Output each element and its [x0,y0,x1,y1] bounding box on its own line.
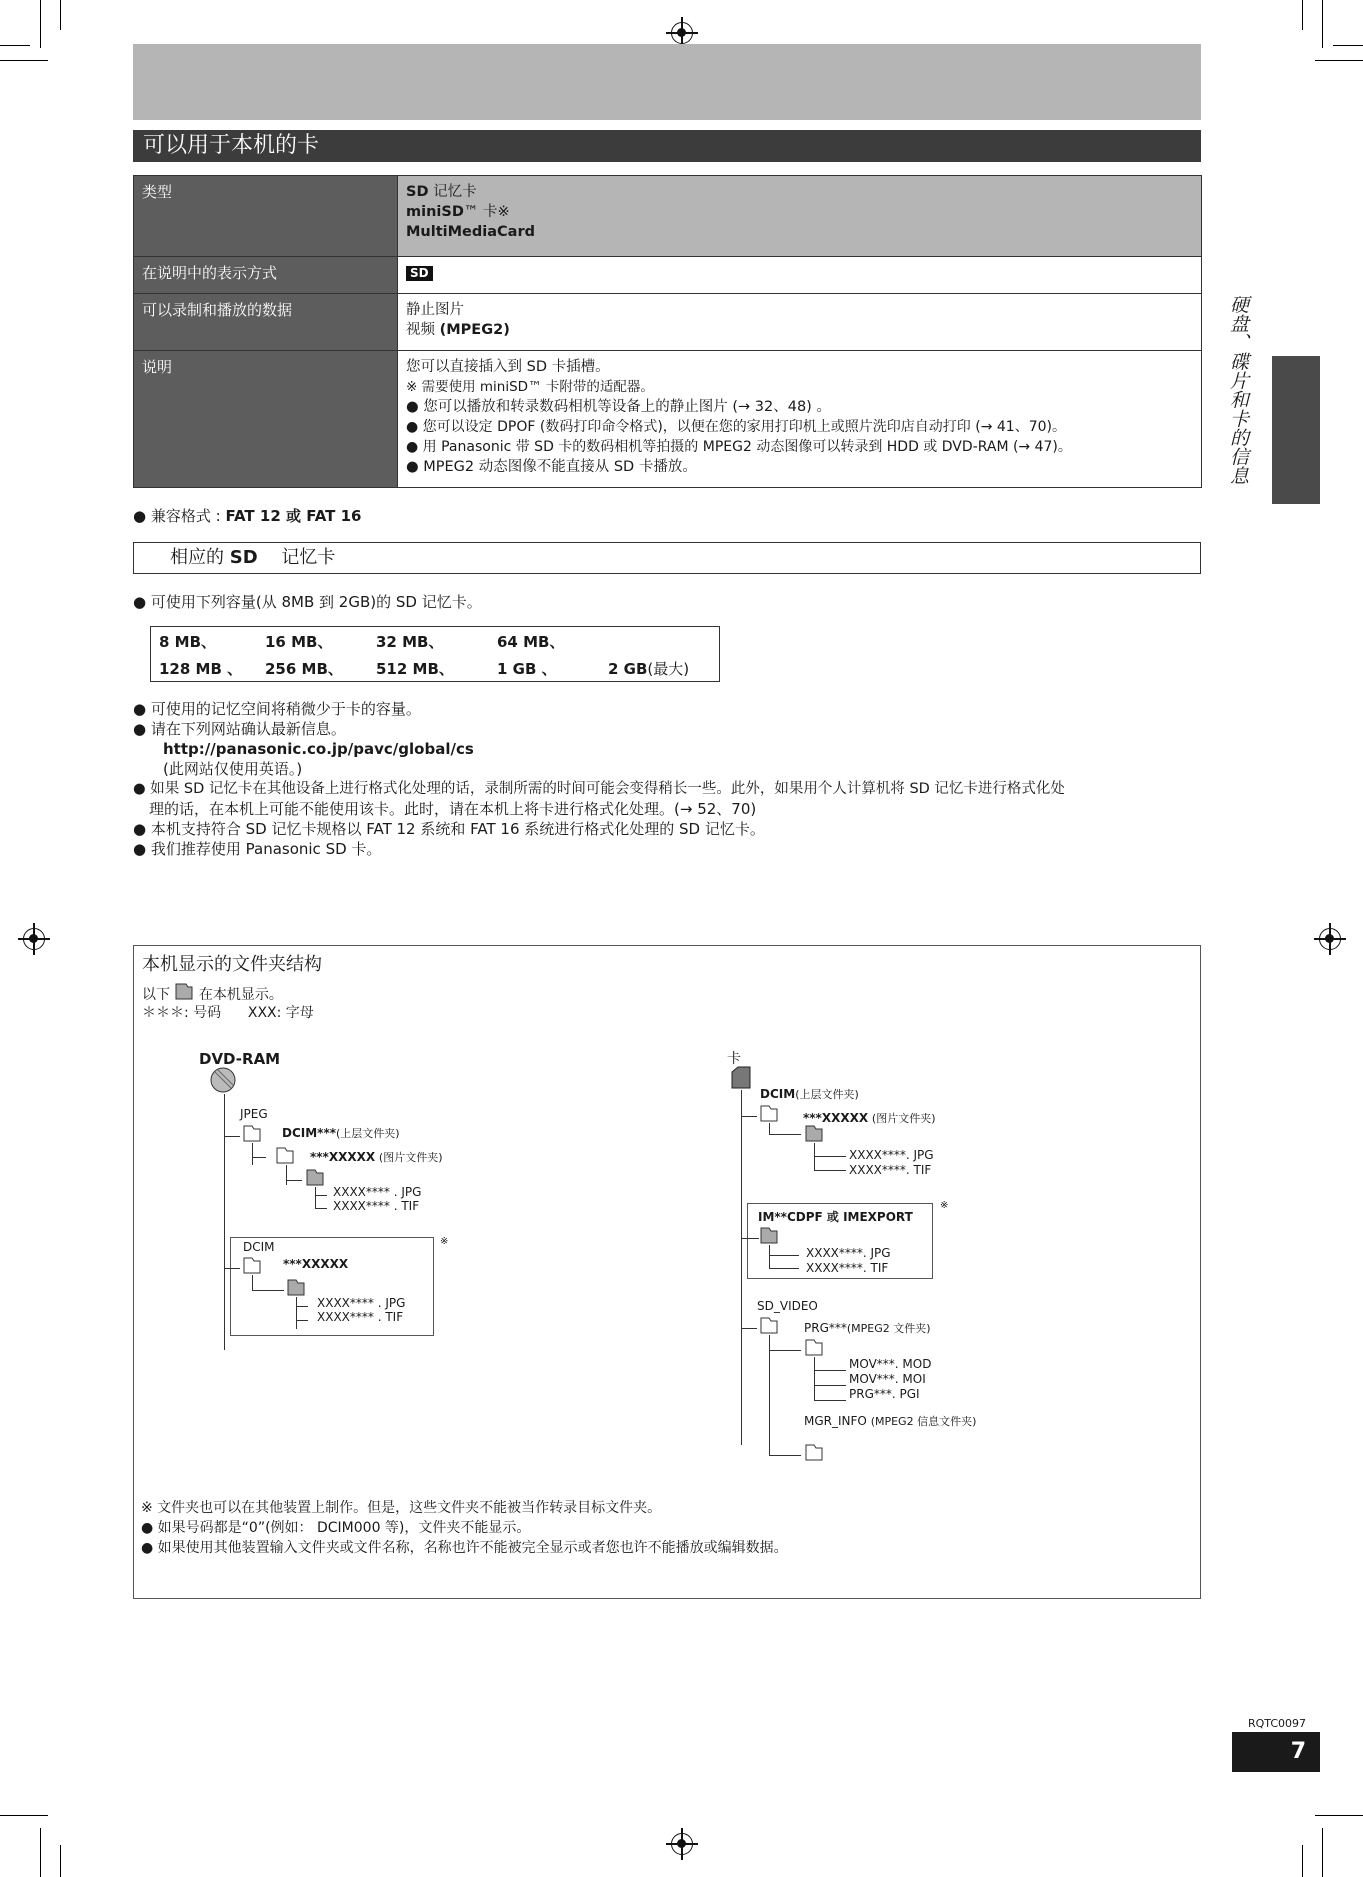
capacity-row: 128 MB 、 256 MB、 512 MB、 1 GB 、 2 GB(最大) [159,660,690,678]
crop-mark [1315,60,1363,61]
tree-line [224,1094,225,1350]
tree-line [814,1357,815,1401]
tree-line [741,1328,757,1329]
tree-line [814,1385,846,1386]
tree-line [741,1090,742,1445]
tree-line [296,1320,308,1321]
file-jpg: XXXX****. JPG [806,1246,891,1260]
crop-mark [60,1845,61,1877]
file-jpg: XXXX****. JPG [849,1148,934,1162]
spec-key: 说明 [134,351,398,488]
crop-mark [1302,1845,1303,1877]
compat-format: ● 兼容格式 : FAT 12 或 FAT 16 [133,507,362,525]
tree-line [296,1306,308,1307]
sidebar-section-label: 硬盘、碟片和卡的信息 [1227,295,1249,485]
sidebar-tab [1272,356,1320,504]
list-item: ● 请在下列网站确认最新信息。 [133,720,346,738]
spec-row-notation [134,257,1202,294]
registration-mark-icon [671,1833,693,1855]
spec-value: 静止图片 视频 (MPEG2) [398,294,1202,351]
crop-mark [1302,0,1303,30]
tree-line [769,1255,799,1256]
folder-footnotes [141,1498,788,1558]
folder-icon [275,1146,295,1165]
sub-title: 相应的 SD 记忆卡 [133,542,1201,574]
folder-icon [242,1256,262,1275]
tree-line [252,1275,253,1291]
folder-icon [804,1124,824,1143]
header-bar [133,44,1201,120]
tree-line [224,1268,240,1269]
xxxxx-label: ***XXXXX (图片文件夹) [310,1150,443,1164]
registration-mark-icon [23,928,45,950]
xxxxx2-label: ***XXXXX [283,1257,349,1271]
sdvideo-label: SD_VIDEO [757,1299,818,1313]
folder-icon [804,1338,824,1357]
tree-line [741,1116,757,1117]
disc-icon [209,1066,237,1094]
note-mark: ※ [440,1236,449,1247]
notes-list [133,699,1203,859]
tree-line [315,1195,327,1196]
folder-legend: 以下 在本机显示。 [142,982,283,1005]
crop-mark [1322,0,1323,48]
folder-icon [242,1124,262,1143]
tree-line [814,1156,846,1157]
folder-icon [759,1226,779,1245]
folder-title: 本机显示的文件夹结构 [142,954,322,975]
capacity-table [150,626,720,682]
file-pgi: PRG***. PGI [849,1387,920,1401]
file-tif: XXXX****. TIF [806,1261,889,1275]
tree-line [769,1268,799,1269]
doc-number: RQTC0097 [1248,1717,1307,1730]
file-tif: XXXX**** . TIF [317,1310,404,1324]
card-label: 卡 [727,1051,741,1067]
folder-icon [286,1278,306,1297]
spec-value: SD 记忆卡 miniSD™ 卡※ MultiMediaCard [398,176,1202,257]
file-mod: MOV***. MOD [849,1357,932,1371]
dcim2-label: DCIM [243,1240,275,1254]
sd-card-icon [730,1066,752,1090]
crop-mark [1315,1815,1363,1816]
tree-line [769,1335,770,1455]
list-item: ● 如果 SD 记忆卡在其他设备上进行格式化处理的话，录制所需的时间可能会变得稍长一些。此外，如果用个人计算机将 SD 记忆卡进行格式化处 [133,781,1065,797]
tree-line [814,1143,815,1171]
crop-mark [40,0,41,48]
spec-key: 可以录制和播放的数据 [134,294,398,351]
list-item: ● 我们推荐使用 Panasonic SD 卡。 [133,840,382,858]
website-link[interactable]: http://panasonic.co.jp/pavc/global/cs [163,740,474,758]
spec-value: 您可以直接插入到 SD 卡插槽。 ※ 需要使用 miniSD™ 卡附带的适配器。 ● 您可以播放和转录数码相机等设备上的静止图片 (→ 32、48) 。 ● 您可以设定 DPOF (数码打印命令格式)，以便在您的家用打印机上或照片洗印店自动打印 (→ 41、70)。 ● 用 Panasonic 带 SD 卡的数码相机等拍摄的 MPEG2 动态图像可以转录到 HDD 或 DVD-RAM (→ 47)。 ● MPEG2 动态图像不能直接从 SD 卡播放。 [398,351,1202,488]
folder-icon [759,1104,779,1123]
dvd-ram-label: DVD-RAM [199,1050,281,1068]
capacity-intro: ● 可使用下列容量(从 8MB 到 2GB)的 SD 记忆卡。 [133,593,482,611]
crop-mark [60,0,61,30]
folder-icon [804,1443,824,1462]
prg-label: PRG***(MPEG2 文件夹) [804,1321,931,1335]
note-mark: ※ [940,1200,949,1211]
card-xxxxx-label: ***XXXXX (图片文件夹) [803,1111,936,1125]
registration-mark-icon [671,22,693,44]
file-jpg: XXXX**** . JPG [317,1296,406,1310]
spec-key: 类型 [134,176,398,257]
crop-mark [1333,45,1363,46]
registration-mark-icon [1319,928,1341,950]
tree-line [286,1180,302,1181]
folder-icon [305,1168,325,1187]
tree-line [224,1136,240,1137]
sd-badge: SD [406,266,433,281]
tree-line [315,1208,327,1209]
tree-line [252,1143,253,1165]
website-note: (此网站仅使用英语。) [163,760,303,778]
spec-key: 在说明中的表示方式 [134,257,398,294]
card-dcim-label: DCIM(上层文件夹) [760,1087,859,1101]
tree-line [252,1157,266,1158]
section-title: 可以用于本机的卡 [133,130,1201,162]
file-moi: MOV***. MOI [849,1372,926,1386]
card-spec-table [133,175,1202,488]
spec-row-description [134,351,1202,488]
tree-line [315,1187,316,1209]
jpeg-label: JPEG [240,1107,268,1121]
file-jpg: XXXX**** . JPG [333,1185,422,1199]
folder-icon [759,1316,779,1335]
list-item: ※ 文件夹也可以在其他装置上制作。但是，这些文件夹不能被当作转录目标文件夹。 [141,1500,662,1516]
tree-line [814,1370,846,1371]
spec-value [398,257,1202,294]
crop-mark [0,60,48,61]
list-item: ● 如果使用其他装置输入文件夹或文件名称，名称也许不能被完全显示或者您也许不能播放或编辑数据。 [141,1540,788,1556]
file-tif: XXXX****. TIF [849,1163,932,1177]
spec-row-type [134,176,1202,257]
tree-line [769,1350,801,1351]
tree-line [252,1290,284,1291]
page-number: 7 [1232,1732,1320,1772]
tree-line [814,1400,846,1401]
tree-line [296,1297,297,1329]
capacity-row: 8 MB、 16 MB、 32 MB、 64 MB、 [159,633,565,651]
crop-mark [40,1828,41,1877]
dcim-top-label: DCIM***(上层文件夹) [282,1126,400,1140]
mgr-label: MGR_INFO (MPEG2 信息文件夹) [804,1414,977,1428]
crop-mark [1322,1828,1323,1877]
list-item: ● 可使用的记忆空间将稍微少于卡的容量。 [133,700,421,718]
folder-legend-numbers: ＊＊＊: 号码 XXX: 字母 [142,1005,314,1021]
tree-line [741,1238,759,1239]
list-item: 理的话，在本机上可能不能使用该卡。此时，请在本机上将卡进行格式化处理。(→ 52、70) [149,800,757,818]
tree-line [769,1134,801,1135]
tree-line [814,1170,846,1171]
crop-mark [0,1815,48,1816]
list-item: ● 如果号码都是“0”(例如： DCIM000 等)，文件夹不能显示。 [141,1520,531,1536]
list-item: ● 本机支持符合 SD 记忆卡规格以 FAT 12 系统和 FAT 16 系统进行格式化处理的 SD 记忆卡。 [133,820,765,838]
tree-line [769,1245,770,1269]
crop-mark [0,45,30,46]
file-tif: XXXX**** . TIF [333,1199,420,1213]
tree-line [769,1455,801,1456]
spec-row-data [134,294,1202,351]
folder-icon [174,982,194,1001]
tree-line [286,1165,287,1185]
imcdpf-label: IM**CDPF 或 IMEXPORT [758,1210,913,1224]
